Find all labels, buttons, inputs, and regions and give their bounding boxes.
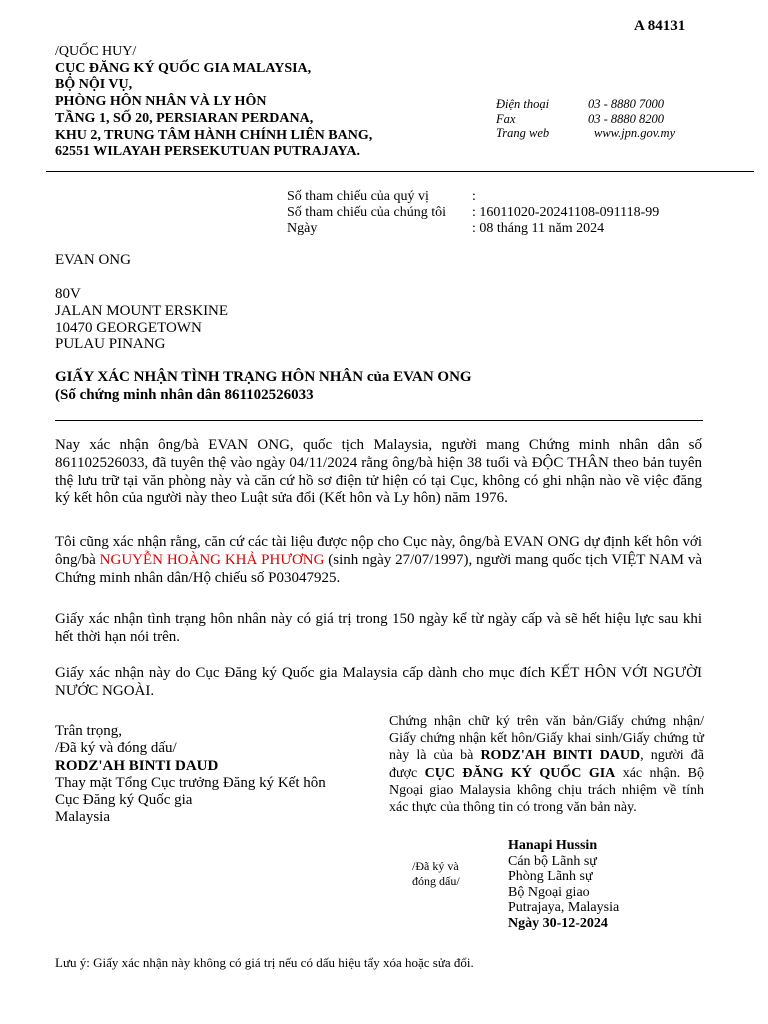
consular-officer-block	[508, 838, 619, 932]
closing: Trân trọng,	[55, 723, 122, 739]
agency-address-line: 62551 WILAYAH PERSEKUTUAN PUTRAJAYA.	[55, 144, 360, 160]
seal-note-line: đóng dấu/	[412, 874, 460, 888]
phone-value: 03 - 8880 7000	[588, 97, 665, 111]
recipient-address	[55, 286, 228, 353]
date-label: Ngày	[287, 221, 318, 236]
partner-name: NGUYỄN HOÀNG KHẢ PHƯƠNG	[99, 551, 325, 568]
signatory-name: RODZ'AH BINTI DAUD	[55, 757, 219, 774]
fax-value: 03 - 8880 8200	[588, 111, 665, 126]
body-paragraph-intended-marriage	[55, 534, 702, 587]
subject-title: GIẤY XÁC NHẬN TÌNH TRẠNG HÔN NHÂN của EVAN ONG	[55, 369, 472, 385]
recipient-name: EVAN ONG	[55, 252, 131, 268]
consular-division: Phòng Lãnh sự	[508, 869, 593, 885]
body-paragraph-validity: Giấy xác nhận tình trạng hôn nhân này có giá trị trong 150 ngày kể từ ngày cấp và sẽ hết hiệu lực sau khi hết thời hạn nói trên.	[55, 611, 702, 645]
signed-sealed-note: /Đã ký và đóng dấu/	[55, 740, 177, 757]
certification-text: Chứng nhận chữ ký trên văn bản/Giấy chứng nhận/ Giấy chứng nhận kết hôn/Giấy khai sinh/Giấy chứng tử này là của bà	[389, 714, 704, 764]
subject-id-number: (Số chứng minh nhân dân 861102526033	[55, 386, 314, 403]
website-label: Trang web	[496, 126, 550, 140]
website-value: www.jpn.gov.my	[594, 126, 676, 140]
contact-info	[496, 97, 675, 141]
your-reference-row	[287, 189, 659, 205]
document-number: A 84131	[634, 18, 686, 34]
agency-address-line: KHU 2, TRUNG TÂM HÀNH CHÍNH LIÊN BANG,	[55, 127, 373, 143]
consular-officer-title: Cán bộ Lãnh sự	[508, 853, 597, 869]
consular-officer-name: Hanapi Hussin	[508, 838, 598, 853]
your-reference-label: Số tham chiếu của quý vị	[287, 189, 429, 204]
agency-header	[55, 44, 372, 161]
paragraph-text: Tôi cũng xác nhận rằng, căn cứ các tài liệu được nộp cho Cục này, ông/bà EVAN ONG dự định kết hôn với ông/bà	[55, 534, 702, 568]
date-value: : 08 tháng 11 năm 2024	[472, 221, 605, 236]
agency-name: CỤC ĐĂNG KÝ QUỐC GIA MALAYSIA,	[55, 60, 312, 76]
address-line: JALAN MOUNT ERSKINE	[55, 302, 229, 319]
reference-block	[287, 189, 659, 237]
consular-ministry: Bộ Ngoại giao	[508, 884, 590, 900]
our-reference-value: : 16011020-20241108-091118-99	[472, 205, 660, 220]
fax-label: Fax	[496, 111, 516, 126]
fax-row	[496, 112, 675, 127]
our-reference-label: Số tham chiếu của chúng tôi	[287, 205, 447, 220]
signature-certification	[389, 713, 704, 816]
agency-address-line: TẦNG 1, SỐ 20, PERSIARAN PERDANA,	[55, 110, 314, 126]
address-line: 10470 GEORGETOWN	[55, 319, 202, 336]
our-reference-row	[287, 205, 659, 221]
signatory-agency: Cục Đăng ký Quốc gia	[55, 792, 193, 809]
division-name: PHÒNG HÔN NHÂN VÀ LY HÔN	[55, 94, 267, 110]
consular-location: Putrajaya, Malaysia	[508, 900, 620, 916]
seal-note-line: /Đã ký và	[412, 859, 459, 873]
website-row	[496, 126, 675, 141]
registrar-signature-block	[55, 723, 326, 827]
body-paragraph-purpose: Giấy xác nhận này do Cục Đăng ký Quốc gia Malaysia cấp dành cho mục đích KẾT HÔN VỚI NGƯỜI NƯỚC NGOÀI.	[55, 665, 702, 699]
paragraph-text: (sinh ngày 27/07/1997), người mang quốc tịch VIỆT NAM và Chứng minh nhân dân/Hộ chiếu số P03047925.	[55, 551, 703, 586]
document-subject	[55, 369, 472, 404]
certification-text: xác nhận. Bộ Ngoại giao Malaysia không chịu trách nhiệm về tính xác thực của thông tin có trong văn bản này.	[389, 765, 704, 816]
footer-note: Lưu ý: Giấy xác nhận này không có giá trị nếu có dấu hiệu tẩy xóa hoặc sửa đổi.	[55, 955, 474, 970]
consular-date: Ngày 30-12-2024	[508, 915, 608, 931]
address-line: PULAU PINANG	[55, 336, 166, 353]
coat-of-arms-note: /QUỐC HUY/	[55, 44, 137, 59]
certified-signatory-name: RODZ'AH BINTI DAUD	[480, 748, 641, 764]
certifying-agency: CỤC ĐĂNG KÝ QUỐC GIA	[424, 765, 616, 781]
phone-row	[496, 97, 675, 112]
header-divider	[46, 171, 754, 172]
phone-label: Điện thoại	[496, 97, 550, 111]
your-reference-value: :	[472, 189, 476, 204]
body-paragraph-declaration: Nay xác nhận ông/bà EVAN ONG, quốc tịch Malaysia, người mang Chứng minh nhân dân số 861102526033, đã tuyên thệ vào ngày 04/11/2024 rằng ông/bà hiện 38 tuổi và ĐỘC THÂN theo bản tuyên thệ lưu trữ tại văn phòng này và căn cứ hồ sơ điện tử hiện có tại Cục, không có ghi nhận nào về việc đăng ký kết hôn của người này theo Luật sửa đổi (Kết hôn và Ly hôn) năm 1976.	[55, 437, 702, 507]
date-row	[287, 221, 659, 237]
consular-seal-note	[412, 859, 460, 889]
ministry-name: BỘ NỘI VỤ,	[55, 77, 133, 93]
address-line: 80V	[55, 286, 81, 302]
certification-text: , người đã được	[389, 748, 704, 781]
signatory-country: Malaysia	[55, 809, 110, 826]
subject-divider	[55, 420, 703, 421]
signatory-title: Thay mặt Tổng Cục trưởng Đăng ký Kết hôn	[55, 774, 326, 791]
